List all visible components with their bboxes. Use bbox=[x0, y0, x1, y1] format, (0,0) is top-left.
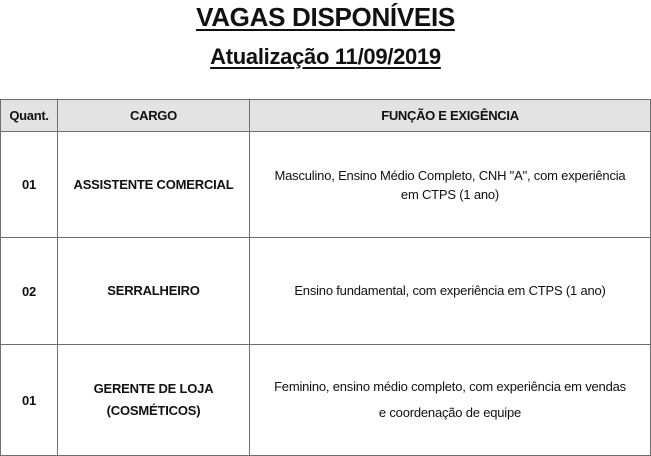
position-cell: SERRALHEIRO bbox=[58, 238, 250, 345]
requirements-line: e coordenação de equipe bbox=[378, 405, 522, 420]
requirements-cell bbox=[250, 238, 651, 345]
job-openings-table bbox=[0, 99, 651, 456]
update-date-subtitle: Atualização 11/09/2019 bbox=[210, 44, 441, 69]
requirements-cell bbox=[250, 345, 651, 456]
quantity-cell: 01 bbox=[1, 132, 58, 238]
quantity-cell: 01 bbox=[1, 345, 58, 456]
position-line: (COSMÉTICOS) bbox=[106, 403, 201, 418]
quantity-cell: 02 bbox=[1, 238, 58, 345]
table-row bbox=[1, 345, 651, 456]
table-row bbox=[1, 132, 651, 238]
position-line: GERENTE DE LOJA bbox=[93, 381, 214, 396]
requirements-line: em CTPS (1 ano) bbox=[400, 186, 500, 202]
position-cell: ASSISTENTE COMERCIAL bbox=[58, 132, 250, 238]
table-header-row bbox=[1, 100, 651, 132]
column-header-position: CARGO bbox=[58, 100, 250, 132]
requirements-cell bbox=[250, 132, 651, 238]
page-title: VAGAS DISPONÍVEIS bbox=[196, 2, 455, 32]
position-cell bbox=[58, 345, 250, 456]
requirements-line: Ensino fundamental, com experiência em CTPS (1 ano) bbox=[294, 283, 606, 298]
table-row bbox=[1, 238, 651, 345]
requirements-line: Feminino, ensino médio completo, com experiência em vendas bbox=[274, 379, 626, 394]
requirements-line: Masculino, Ensino Médio Completo, CNH "A", com experiência bbox=[274, 167, 626, 183]
column-header-requirements: FUNÇÃO E EXIGÊNCIA bbox=[250, 100, 651, 132]
column-header-quantity: Quant. bbox=[1, 100, 58, 132]
